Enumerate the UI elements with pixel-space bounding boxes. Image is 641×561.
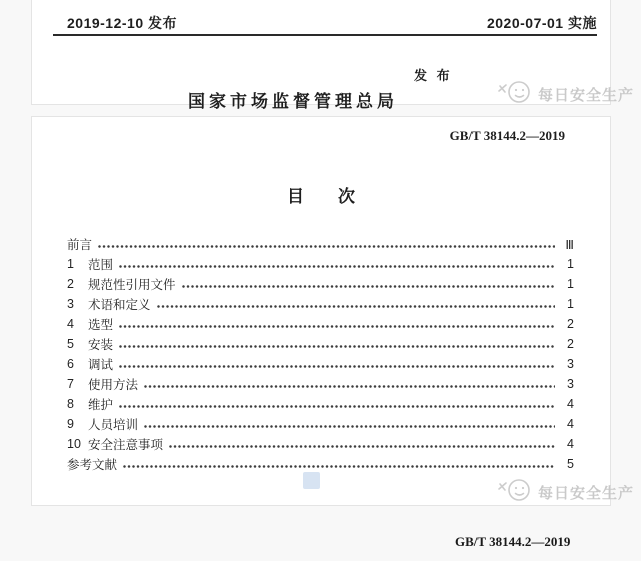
toc-entry-number: 3 <box>67 297 74 311</box>
toc-entry-page: 4 <box>567 417 574 431</box>
agency-line-1: 国家市场监督管理总局 <box>188 92 398 111</box>
toc-entry-page: 2 <box>567 337 574 351</box>
toc-entry-number: 4 <box>67 317 74 331</box>
watermark-text: 每日安全生产 <box>538 484 635 502</box>
toc-entry-page: 5 <box>567 457 574 471</box>
toc-entry-label: 参考文献 <box>67 458 118 472</box>
toc-dot-leader <box>182 274 555 294</box>
toc-entry-label: 选型 <box>88 318 114 332</box>
footer-doc-number: GB/T 38144.2—2019 <box>455 534 571 549</box>
toc-list <box>67 234 574 474</box>
toc-entry-number: 8 <box>67 397 74 411</box>
toc-dot-leader <box>144 374 555 394</box>
toc-entry-number: 1 <box>67 257 74 271</box>
toc-dot-leader <box>144 414 555 434</box>
toc-entry <box>67 234 574 254</box>
toc-entry-label: 维护 <box>88 398 114 412</box>
implementation-date: 2020-07-01 实施 <box>486 15 597 31</box>
toc-entry <box>67 394 574 414</box>
toc-entry-page: 1 <box>567 277 574 291</box>
toc-entry-page: 3 <box>567 357 574 371</box>
toc-entry <box>67 354 574 374</box>
cover-rule-line <box>53 34 597 36</box>
toc-entry-page: 4 <box>567 397 574 411</box>
faint-logo-mark <box>303 472 320 489</box>
toc-entry <box>67 254 574 274</box>
toc-dot-leader <box>98 234 555 254</box>
toc-entry <box>67 314 574 334</box>
toc-entry <box>67 334 574 354</box>
toc-dot-leader <box>119 314 555 334</box>
toc-dot-leader <box>169 434 555 454</box>
toc-entry-label: 人员培训 <box>88 418 139 432</box>
toc-entry-page: 1 <box>567 297 574 311</box>
toc-entry-label: 术语和定义 <box>88 298 151 312</box>
toc-entry-label: 范围 <box>88 258 114 272</box>
toc-dot-leader <box>119 334 555 354</box>
watermark-text: 每日安全生产 <box>538 86 635 104</box>
doc-number-header: GB/T 38144.2—2019 <box>449 128 565 143</box>
toc-entry-page: 1 <box>567 257 574 271</box>
toc-entry-label: 安装 <box>88 338 114 352</box>
toc-entry-label: 前言 <box>67 238 93 252</box>
toc-dot-leader <box>157 294 555 314</box>
toc-entry-page: 3 <box>567 377 574 391</box>
cover-dates-row <box>67 13 597 33</box>
toc-entry <box>67 374 574 394</box>
toc-entry-label: 调试 <box>88 358 114 372</box>
toc-entry-label: 使用方法 <box>88 378 139 392</box>
toc-entry-number: 2 <box>67 277 74 291</box>
watermark-toc <box>466 458 634 526</box>
toc-entry-number: 5 <box>67 337 74 351</box>
toc-entry <box>67 294 574 314</box>
toc-entry <box>67 414 574 434</box>
toc-dot-leader <box>119 254 555 274</box>
issue-date: 2019-12-10 发布 <box>67 15 178 31</box>
toc-entry <box>67 434 574 454</box>
toc-entry-number: 6 <box>67 357 74 371</box>
toc-page-sheet <box>31 116 611 506</box>
toc-dot-leader <box>119 354 555 374</box>
mascot-logo-icon <box>466 458 533 526</box>
toc-entry-number: 7 <box>67 377 74 391</box>
toc-entry-page: 2 <box>567 317 574 331</box>
toc-title: 目 次 <box>287 187 355 206</box>
toc-entry-label: 规范性引用文件 <box>88 278 176 292</box>
toc-entry-label: 安全注意事项 <box>88 438 164 452</box>
toc-entry-number: 10 <box>67 437 81 451</box>
publish-label: 发 布 <box>414 68 453 83</box>
toc-entry-page: Ⅲ <box>565 237 574 252</box>
toc-entry-page: 4 <box>567 437 574 451</box>
toc-entry-number: 9 <box>67 417 74 431</box>
toc-dot-leader <box>119 394 555 414</box>
toc-entry <box>67 274 574 294</box>
